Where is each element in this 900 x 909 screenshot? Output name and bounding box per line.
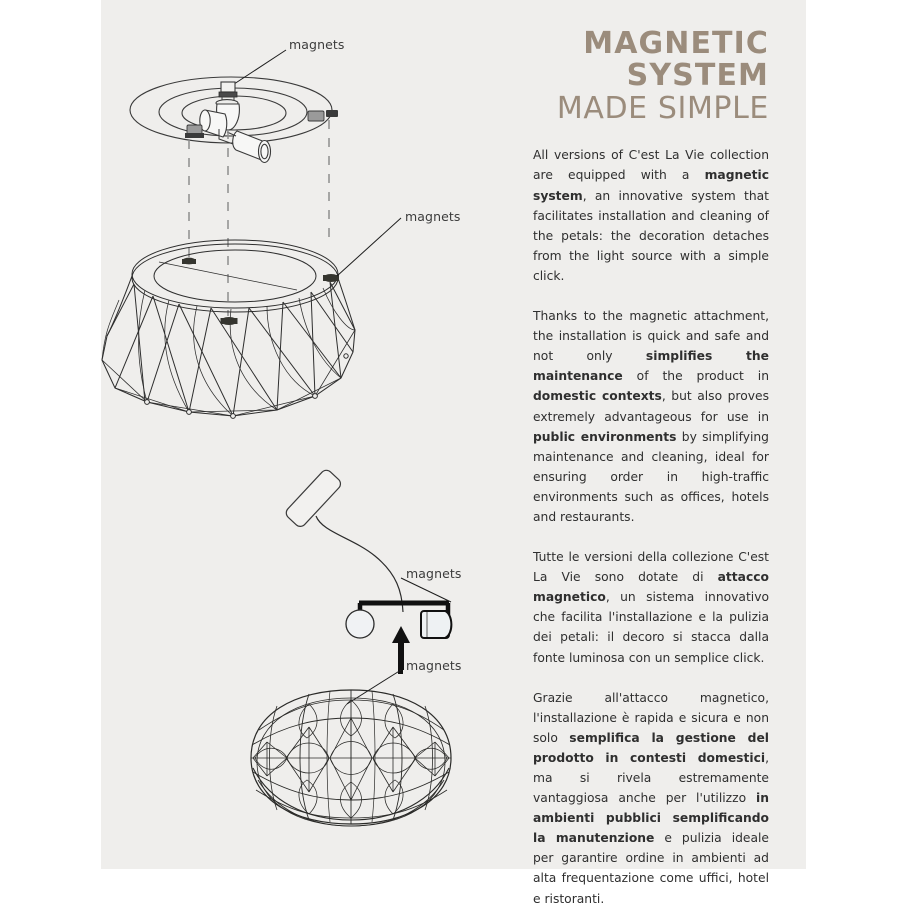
plate-magnet-left — [185, 125, 204, 138]
emphasis-text: attacco magnetico — [533, 570, 769, 605]
label-magnets-bracket: magnets — [406, 566, 462, 581]
label-magnets-petal-ring: magnets — [405, 209, 461, 224]
ceiling-canopy — [284, 468, 343, 529]
emphasis-text: public environments — [533, 429, 677, 444]
emphasis-text: magnetic system — [533, 168, 769, 203]
label-magnets-ceiling-plate: magnets — [289, 37, 345, 52]
magnetic-system-diagram — [101, 0, 521, 869]
body-paragraph: All versions of C'est La Vie collection are equipped with a magnetic system, an innovative system that facilitates installation and cleaning of the petals: the decoration detaches from the light source with a simple click. — [533, 148, 769, 283]
leader-line-magnets-2 — [337, 218, 401, 276]
body-paragraph: Thanks to the magnetic attachment, the installation is quick and safe and not only simplifies the maintenance of the product in domestic contexts, but also proves extremely advantageous for use in public environments by simplifying maintenance and cleaning, ideal for ensuring order in high-traffic environments such as offices, hotels and restaurants. — [533, 309, 770, 524]
bracket-magnet-cylinder — [421, 611, 451, 638]
emphasis-text: semplifica la gestione del prodotto in contesti domestici — [533, 730, 769, 765]
ring-magnet-center — [221, 317, 238, 325]
ring-magnet-left — [182, 258, 196, 265]
label-magnets-dome: magnets — [406, 658, 462, 673]
leader-line-magnets-3 — [401, 578, 451, 602]
ring-magnet-right — [323, 274, 339, 282]
body-copy — [533, 124, 769, 908]
emphasis-text: domestic contexts — [533, 389, 662, 404]
leader-line-magnets-4 — [347, 670, 401, 704]
plate-magnet-right — [308, 110, 338, 121]
emphasis-text: simplifies the maintenance — [533, 349, 770, 384]
light-source-spots — [200, 100, 271, 163]
body-paragraph: Grazie all'attacco magnetico, l'installazione è rapida e sicura e non solo semplifica la gestione del prodotto in contesti domestici, ma si rivela estremamente vantaggiosa anche per l'utilizzo in ambienti pubblici semplificando la manutenzione e pulizia ideale per garantire ordine in ambienti ad alta frequentazione come uffici, hotel e ristoranti. — [533, 690, 769, 906]
text-column — [533, 0, 769, 909]
title-line-1: MAGNETIC — [583, 26, 769, 61]
petal-shade — [102, 240, 355, 418]
emphasis-text: in ambienti pubblici semplificando la manutenzione — [533, 791, 769, 846]
page-title — [533, 0, 769, 124]
leader-line-magnets-1 — [228, 50, 286, 88]
bulb-socket-icon — [346, 610, 374, 638]
body-paragraph: Tutte le versioni della collezione C'est La Vie sono dotate di attacco magnetico, un sistema innovativo che facilita l'installazione e la pulizia dei petali: il decoro si stacca dalla fonte luminosa con un semplice click. — [533, 550, 769, 665]
power-cable — [316, 516, 403, 612]
illustration-column — [101, 0, 521, 869]
title-line-3: MADE SIMPLE — [556, 90, 769, 126]
dome-shade — [251, 650, 451, 826]
title-line-2: SYSTEM — [626, 57, 769, 93]
